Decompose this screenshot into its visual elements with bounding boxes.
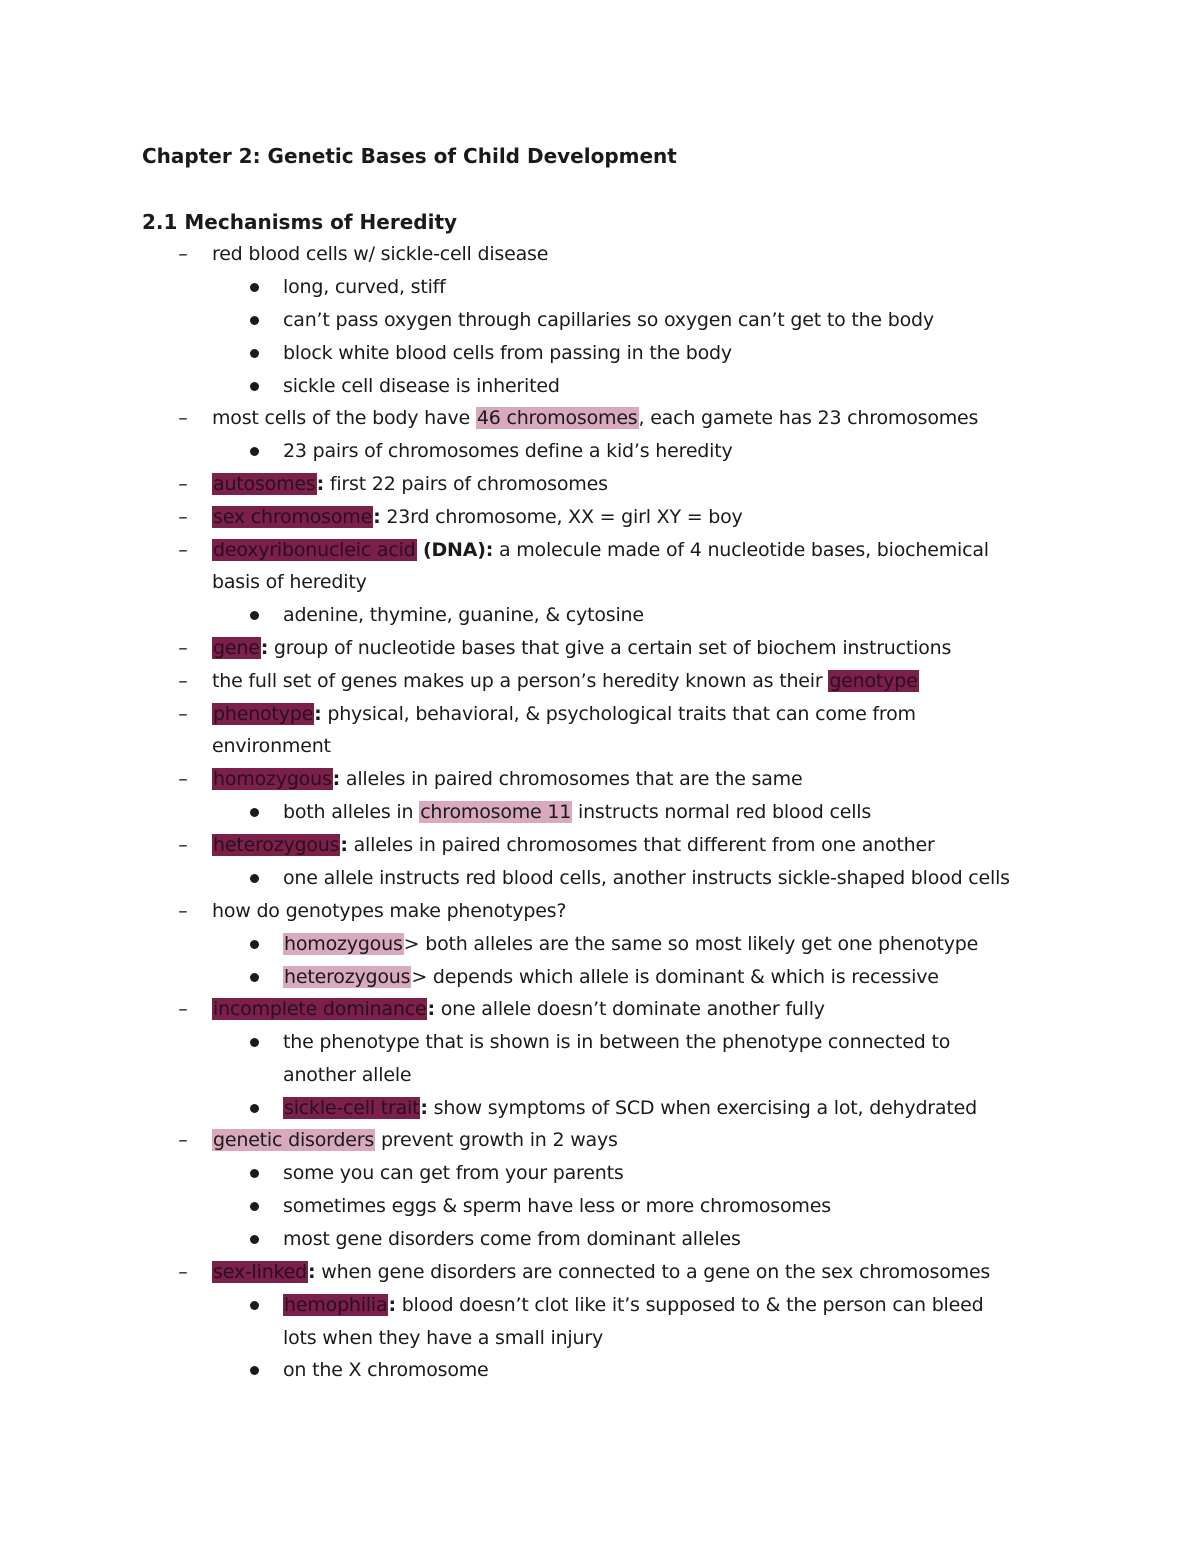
bullet-icon	[250, 973, 259, 982]
list-subitem: sometimes eggs & sperm have less or more chromosomes	[283, 1195, 831, 1217]
list-subitem: both alleles in chromosome 11 instructs normal red blood cells	[283, 801, 872, 823]
dash-marker: –	[178, 243, 188, 265]
list-item-continuation: environment	[212, 735, 331, 757]
list-item: phenotype: physical, behavioral, & psychological traits that can come from	[213, 703, 916, 725]
list-item: how do genotypes make phenotypes?	[212, 900, 567, 922]
bullet-icon	[250, 940, 259, 949]
highlight-dark: sickle-cell trait	[284, 1097, 420, 1119]
list-item: red blood cells w/ sickle-cell disease	[212, 243, 549, 265]
highlight-light: heterozygous	[284, 966, 411, 988]
dash-marker: –	[178, 473, 188, 495]
highlight-dark: hemophilia	[284, 1294, 388, 1316]
dash-marker: –	[178, 703, 188, 725]
highlight-dark: sex-linked	[213, 1261, 308, 1283]
dash-marker: –	[178, 998, 188, 1020]
list-item: heterozygous: alleles in paired chromosomes that different from one another	[213, 834, 935, 856]
list-item: sex chromosome: 23rd chromosome, XX = girl XY = boy	[213, 506, 743, 528]
dash-marker: –	[178, 768, 188, 790]
section-heading: 2.1 Mechanisms of Heredity	[142, 210, 458, 234]
bullet-icon	[250, 316, 259, 325]
bullet-icon	[250, 1104, 259, 1113]
highlight-dark: phenotype	[213, 703, 314, 725]
list-subitem: hemophilia: blood doesn’t clot like it’s supposed to & the person can bleed	[284, 1294, 984, 1316]
bullet-icon	[250, 611, 259, 620]
dash-marker: –	[178, 539, 188, 561]
list-subitem: on the X chromosome	[283, 1359, 489, 1381]
dash-marker: –	[178, 834, 188, 856]
bullet-icon	[250, 447, 259, 456]
bullet-icon	[250, 1169, 259, 1178]
bullet-icon	[250, 283, 259, 292]
list-item: deoxyribonucleic acid (DNA): a molecule made of 4 nucleotide bases, biochemical	[213, 539, 989, 561]
list-subitem-continuation: another allele	[283, 1064, 412, 1086]
list-subitem: some you can get from your parents	[283, 1162, 624, 1184]
dash-marker: –	[178, 900, 188, 922]
bullet-icon	[250, 808, 259, 817]
dash-marker: –	[178, 670, 188, 692]
dash-marker: –	[178, 407, 188, 429]
bullet-icon	[250, 1038, 259, 1047]
list-subitem: can’t pass oxygen through capillaries so oxygen can’t get to the body	[283, 309, 934, 331]
list-item: autosomes: first 22 pairs of chromosomes	[213, 473, 608, 495]
highlight-dark: gene	[213, 637, 260, 659]
chapter-title: Chapter 2: Genetic Bases of Child Development	[142, 144, 677, 168]
bullet-icon	[250, 349, 259, 358]
list-subitem: sickle cell disease is inherited	[283, 375, 560, 397]
highlight-dark: heterozygous	[213, 834, 340, 856]
list-subitem: block white blood cells from passing in the body	[283, 342, 732, 364]
bullet-icon	[250, 1366, 259, 1375]
list-item: genetic disorders prevent growth in 2 ways	[213, 1129, 618, 1151]
list-item: sex-linked: when gene disorders are connected to a gene on the sex chromosomes	[213, 1261, 991, 1283]
bullet-icon	[250, 874, 259, 883]
list-subitem: the phenotype that is shown is in between the phenotype connected to	[283, 1031, 951, 1053]
highlight-light: homozygous	[284, 933, 403, 955]
list-subitem-continuation: lots when they have a small injury	[283, 1327, 603, 1349]
highlight-dark: autosomes	[213, 473, 316, 495]
list-subitem: one allele instructs red blood cells, another instructs sickle-shaped blood cells	[283, 867, 1010, 889]
list-subitem: heterozygous> depends which allele is dominant & which is recessive	[284, 966, 939, 988]
list-subitem: adenine, thymine, guanine, & cytosine	[283, 604, 644, 626]
dash-marker: –	[178, 506, 188, 528]
highlight-dark: genotype	[829, 670, 918, 692]
dash-marker: –	[178, 637, 188, 659]
list-subitem: 23 pairs of chromosomes define a kid’s heredity	[283, 440, 733, 462]
highlight-dark: homozygous	[213, 768, 332, 790]
list-item: incomplete dominance: one allele doesn’t dominate another fully	[213, 998, 825, 1020]
bullet-icon	[250, 1235, 259, 1244]
list-subitem: sickle-cell trait: show symptoms of SCD when exercising a lot, dehydrated	[284, 1097, 977, 1119]
bullet-icon	[250, 1202, 259, 1211]
highlight-dark: deoxyribonucleic acid	[213, 539, 416, 561]
dash-marker: –	[178, 1129, 188, 1151]
list-item: most cells of the body have 46 chromosomes, each gamete has 23 chromosomes	[212, 407, 979, 429]
list-subitem: long, curved, stiff	[283, 276, 446, 298]
list-item-continuation: basis of heredity	[212, 571, 367, 593]
highlight-light: 46 chromosomes	[476, 407, 638, 429]
bullet-icon	[250, 1301, 259, 1310]
list-subitem: most gene disorders come from dominant alleles	[283, 1228, 741, 1250]
highlight-light: genetic disorders	[213, 1129, 375, 1151]
dash-marker: –	[178, 1261, 188, 1283]
highlight-light: chromosome 11	[420, 801, 572, 823]
list-subitem: homozygous> both alleles are the same so most likely get one phenotype	[284, 933, 979, 955]
highlight-dark: sex chromosome	[213, 506, 373, 528]
bullet-icon	[250, 382, 259, 391]
list-item: the full set of genes makes up a person’s heredity known as their genotype	[212, 670, 918, 692]
highlight-dark: incomplete dominance	[213, 998, 427, 1020]
list-item: gene: group of nucleotide bases that give a certain set of biochem instructions	[213, 637, 952, 659]
list-item: homozygous: alleles in paired chromosomes that are the same	[213, 768, 803, 790]
